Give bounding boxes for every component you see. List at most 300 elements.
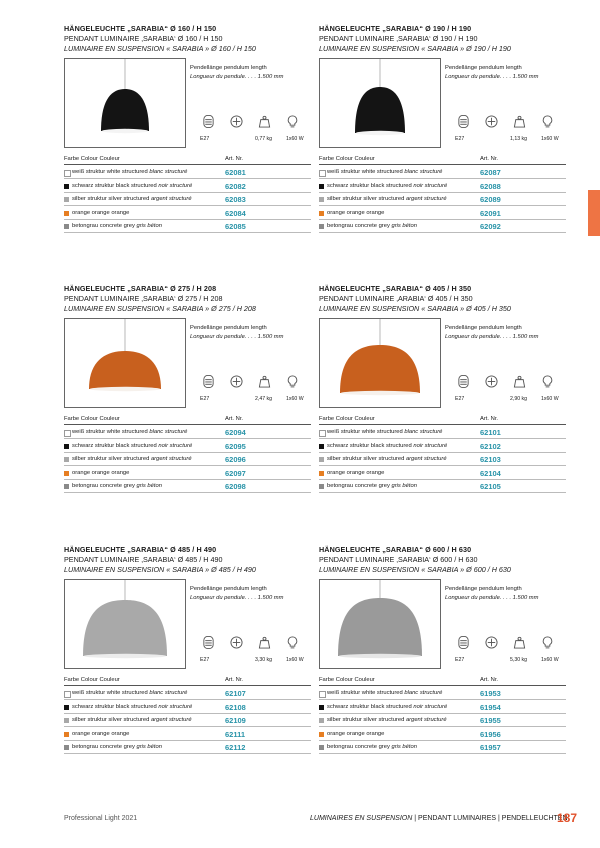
product-title-en: PENDANT LUMINAIRE ‚SARABIA‘ Ø 190 / H 190 (319, 34, 478, 43)
weight-value: 5,30 kg (510, 657, 528, 663)
colour-swatch (319, 184, 324, 189)
variant-row (64, 469, 311, 480)
article-number: 62098 (225, 482, 246, 491)
product-title-en: PENDANT LUMINAIRE ‚ARABIA‘ Ø 405 / H 350 (319, 294, 473, 303)
colour-swatch (319, 457, 324, 462)
colour-swatch (319, 444, 324, 449)
variant-label: silber struktur silver structured (72, 717, 150, 723)
spec-values (445, 657, 566, 665)
feature-icons (200, 375, 310, 389)
product-block (319, 545, 566, 752)
socket-type: E27 (455, 396, 465, 402)
variant-label: weiß struktur white structured (72, 429, 148, 435)
variant-name (72, 456, 192, 462)
footer-section (310, 815, 568, 822)
article-number: 62109 (225, 716, 246, 725)
variant-row (319, 716, 566, 727)
article-number: 62084 (225, 208, 246, 218)
variant-row (64, 689, 311, 700)
socket-type: E27 (200, 657, 210, 663)
variant-label: betongrau concrete grey (72, 483, 135, 489)
variant-label-fr: argent structuré (150, 456, 192, 462)
colour-swatch (64, 718, 69, 723)
variant-table-header (64, 156, 311, 165)
variant-label: silber struktur silver structured (72, 456, 150, 462)
variant-label: silber struktur silver structured (327, 717, 405, 723)
variant-name (327, 470, 384, 476)
art-number-column-header: Art. Nr. (480, 416, 499, 422)
variant-row (64, 182, 311, 193)
bulb-socket-icon (457, 375, 470, 388)
article-number: 62108 (225, 702, 246, 712)
product-title-fr: LUMINAIRE EN SUSPENSION « SARABIA » Ø 405 / H 350 (319, 304, 511, 313)
article-number: 62107 (225, 689, 246, 698)
variant-label: betongrau concrete grey (72, 223, 135, 229)
variant-label-fr: blanc structuré (404, 690, 443, 696)
product-title-de: HÄNGELEUCHTE „SARABIA“ Ø 600 / H 630 (319, 545, 472, 554)
lightbulb-icon (541, 636, 554, 649)
bulb-socket-icon (202, 115, 215, 128)
weight-value: 2,90 kg (510, 396, 528, 402)
article-number: 61957 (480, 743, 501, 752)
article-number: 62087 (480, 168, 501, 177)
article-number: 62101 (480, 428, 501, 437)
colour-swatch (64, 705, 69, 710)
colour-swatch (319, 170, 326, 177)
art-number-column-header: Art. Nr. (225, 677, 244, 683)
variant-row (319, 703, 566, 714)
variant-row (319, 222, 566, 233)
colour-swatch (64, 197, 69, 202)
variant-label: schwarz struktur black structured (72, 182, 157, 189)
spec-values (190, 136, 311, 144)
weight-icon (258, 375, 271, 388)
power-value: 1x60 W (541, 396, 559, 402)
variant-label: schwarz struktur black structured (327, 703, 412, 710)
variant-row (64, 195, 311, 206)
pendulum-label: Pendellänge pendulum length (190, 65, 267, 71)
lightbulb-icon (286, 115, 299, 128)
variant-label-fr: gris béton (136, 744, 162, 750)
variant-table-header (64, 677, 311, 686)
bulb-socket-icon (457, 115, 470, 128)
lightbulb-icon (286, 636, 299, 649)
protection-class-icon (230, 115, 243, 128)
variant-label: betongrau concrete grey (72, 744, 135, 750)
feature-icons (200, 115, 310, 129)
variant-name (72, 183, 192, 189)
power-value: 1x60 W (286, 136, 304, 142)
variant-row (319, 689, 566, 700)
variant-table-header (64, 416, 311, 425)
variant-label-fr: gris béton (391, 744, 417, 750)
article-number: 62091 (480, 208, 501, 218)
variant-name (327, 744, 417, 750)
variant-label-fr: noir structuré (158, 703, 193, 710)
article-number: 62097 (225, 468, 246, 478)
variant-name (72, 169, 187, 175)
protection-class-icon (485, 636, 498, 649)
variant-row (319, 182, 566, 193)
colour-column-header: Farbe Colour Couleur (64, 416, 120, 422)
socket-type: E27 (200, 136, 210, 142)
product-image (319, 318, 441, 408)
variant-name (72, 470, 129, 476)
product-title-de: HÄNGELEUCHTE „SARABIA“ Ø 275 / H 208 (64, 284, 217, 293)
variant-name (327, 456, 447, 462)
product-block (64, 545, 311, 752)
product-image (319, 58, 441, 148)
colour-column-header: Farbe Colour Couleur (64, 677, 120, 683)
product-image (64, 579, 186, 669)
variant-label-fr: noir structuré (413, 182, 448, 189)
variant-name (327, 429, 442, 435)
variant-label-fr: gris béton (136, 483, 162, 489)
colour-swatch (64, 691, 71, 698)
variant-row (319, 442, 566, 453)
variant-label-fr: noir structuré (413, 442, 448, 449)
variant-label-fr: gris béton (136, 223, 162, 229)
variant-name (327, 690, 442, 696)
art-number-column-header: Art. Nr. (480, 677, 499, 683)
variant-name (72, 443, 192, 449)
product-title-de: HÄNGELEUCHTE „SARABIA“ Ø 485 / H 490 (64, 545, 217, 554)
power-value: 1x60 W (541, 136, 559, 142)
protection-class-icon (485, 115, 498, 128)
product-title-en: PENDANT LUMINAIRE ‚SARABIA‘ Ø 275 / H 208 (64, 294, 223, 303)
feature-icons (455, 115, 565, 129)
variant-name (72, 690, 187, 696)
variant-name (327, 210, 384, 216)
colour-swatch (64, 732, 69, 737)
variant-label-fr: argent structuré (150, 717, 192, 723)
variant-name (72, 704, 192, 710)
variant-label-fr: argent structuré (150, 196, 192, 202)
weight-value: 1,13 kg (510, 136, 528, 142)
colour-column-header: Farbe Colour Couleur (319, 156, 375, 162)
variant-name (72, 744, 162, 750)
variant-label-fr: blanc structuré (404, 169, 443, 175)
weight-icon (258, 115, 271, 128)
pendant-lamp-illustration (320, 319, 440, 407)
section-tab (588, 190, 600, 236)
product-image (64, 318, 186, 408)
article-number: 62092 (480, 222, 501, 231)
variant-row (319, 195, 566, 206)
colour-swatch (319, 705, 324, 710)
product-image (319, 579, 441, 669)
weight-icon (513, 636, 526, 649)
variant-row (319, 743, 566, 754)
product-title-en: PENDANT LUMINAIRE ‚SARABIA‘ Ø 600 / H 630 (319, 555, 478, 564)
article-number: 62104 (480, 468, 501, 478)
pendulum-label: Pendellänge pendulum length (445, 586, 522, 592)
article-number: 62096 (225, 455, 246, 464)
variant-label: weiß struktur white structured (327, 169, 403, 175)
article-number: 62085 (225, 222, 246, 231)
product-block (64, 24, 311, 231)
article-number: 62094 (225, 428, 246, 437)
pendulum-label: Pendellänge pendulum length (190, 586, 267, 592)
variant-row (64, 743, 311, 754)
power-value: 1x60 W (286, 396, 304, 402)
colour-swatch (319, 745, 324, 750)
product-title-fr: LUMINAIRE EN SUSPENSION « SARABIA » Ø 275 / H 208 (64, 304, 256, 313)
variant-label-fr: gris béton (391, 483, 417, 489)
art-number-column-header: Art. Nr. (225, 156, 244, 162)
variant-label-fr: gris béton (391, 223, 417, 229)
protection-class-icon (230, 375, 243, 388)
feature-icons (455, 636, 565, 650)
pendant-lamp-illustration (320, 59, 440, 147)
pendulum-label-fr: Longueur du pendule. . . . 1.500 mm (190, 595, 284, 601)
variant-name (327, 704, 447, 710)
pendulum-label-fr: Longueur du pendule. . . . 1.500 mm (445, 595, 539, 601)
variant-label: betongrau concrete grey (327, 223, 390, 229)
socket-type: E27 (455, 136, 465, 142)
variant-row (64, 209, 311, 220)
product-title-fr: LUMINAIRE EN SUSPENSION « SARABIA » Ø 600 / H 630 (319, 565, 511, 574)
colour-swatch (319, 211, 324, 216)
article-number: 61954 (480, 702, 501, 712)
art-number-column-header: Art. Nr. (225, 416, 244, 422)
power-value: 1x60 W (286, 657, 304, 663)
weight-value: 3,30 kg (255, 657, 273, 663)
variant-name (72, 483, 162, 489)
spec-values (445, 396, 566, 404)
variant-label: silber struktur silver structured (327, 196, 405, 202)
pendulum-length (445, 64, 538, 82)
product-image (64, 58, 186, 148)
colour-column-header: Farbe Colour Couleur (64, 156, 120, 162)
colour-swatch (319, 484, 324, 489)
pendulum-length (445, 585, 538, 603)
spec-values (190, 396, 311, 404)
variant-label-fr: blanc structuré (404, 429, 443, 435)
product-block (319, 284, 566, 491)
pendant-lamp-illustration (65, 59, 185, 147)
colour-swatch (319, 224, 324, 229)
variant-label: betongrau concrete grey (327, 483, 390, 489)
variant-label-fr: blanc structuré (149, 429, 188, 435)
pendulum-label-fr: Longueur du pendule. . . . 1.500 mm (445, 334, 539, 340)
variant-label: weiß struktur white structured (72, 169, 148, 175)
variant-name (327, 483, 417, 489)
product-title-fr: LUMINAIRE EN SUSPENSION « SARABIA » Ø 190 / H 190 (319, 44, 511, 53)
weight-icon (513, 115, 526, 128)
article-number: 62103 (480, 455, 501, 464)
variant-row (319, 469, 566, 480)
spec-values (190, 657, 311, 665)
product-title-fr: LUMINAIRE EN SUSPENSION « SARABIA » Ø 485 / H 490 (64, 565, 256, 574)
variant-label-fr: blanc structuré (149, 169, 188, 175)
variant-row (64, 455, 311, 466)
variant-row (64, 428, 311, 439)
art-number-column-header: Art. Nr. (480, 156, 499, 162)
variant-label: weiß struktur white structured (72, 690, 148, 696)
article-number: 61953 (480, 689, 501, 698)
product-title-en: PENDANT LUMINAIRE ‚SARABIA‘ Ø 160 / H 150 (64, 34, 223, 43)
colour-swatch (64, 484, 69, 489)
variant-label: weiß struktur white structured (327, 429, 403, 435)
article-number: 62105 (480, 482, 501, 491)
variant-label-fr: argent structuré (405, 196, 447, 202)
product-title-de: HÄNGELEUCHTE „SARABIA“ Ø 405 / H 350 (319, 284, 472, 293)
variant-label: silber struktur silver structured (72, 196, 150, 202)
socket-type: E27 (200, 396, 210, 402)
variant-name (72, 429, 187, 435)
variant-label: orange orange orange (72, 469, 130, 476)
variant-table-header (319, 156, 566, 165)
colour-swatch (64, 184, 69, 189)
weight-icon (513, 375, 526, 388)
variant-name (327, 443, 447, 449)
article-number: 62083 (225, 195, 246, 204)
feature-icons (200, 636, 310, 650)
variant-row (319, 209, 566, 220)
variant-row (319, 455, 566, 466)
variant-row (64, 730, 311, 741)
colour-swatch (64, 471, 69, 476)
article-number: 62095 (225, 441, 246, 451)
colour-swatch (319, 430, 326, 437)
feature-icons (455, 375, 565, 389)
variant-row (319, 428, 566, 439)
bulb-socket-icon (202, 375, 215, 388)
pendant-lamp-illustration (320, 580, 440, 668)
pendulum-label-fr: Longueur du pendule. . . . 1.500 mm (190, 74, 284, 80)
variant-name (327, 223, 417, 229)
pendulum-label: Pendellänge pendulum length (445, 65, 522, 71)
variant-label-fr: noir structuré (413, 703, 448, 710)
variant-row (319, 730, 566, 741)
variant-label: orange orange orange (72, 209, 130, 216)
article-number: 62081 (225, 168, 246, 177)
footer-brand: Professional Light 2021 (64, 815, 138, 822)
variant-label: schwarz struktur black structured (72, 442, 157, 449)
article-number: 62088 (480, 181, 501, 191)
variant-row (64, 168, 311, 179)
variant-label: betongrau concrete grey (327, 744, 390, 750)
variant-label: schwarz struktur black structured (327, 182, 412, 189)
variant-row (319, 168, 566, 179)
page-number: 187 (557, 811, 578, 825)
variant-name (327, 731, 384, 737)
product-title-de: HÄNGELEUCHTE „SARABIA“ Ø 190 / H 190 (319, 24, 472, 33)
lightbulb-icon (541, 115, 554, 128)
variant-name (327, 717, 447, 723)
bulb-socket-icon (202, 636, 215, 649)
article-number: 62089 (480, 195, 501, 204)
colour-swatch (319, 197, 324, 202)
colour-swatch (64, 444, 69, 449)
variant-label: weiß struktur white structured (327, 690, 403, 696)
variant-label-fr: noir structuré (158, 442, 193, 449)
variant-name (327, 183, 447, 189)
colour-swatch (319, 718, 324, 723)
protection-class-icon (485, 375, 498, 388)
colour-swatch (64, 745, 69, 750)
variant-row (64, 716, 311, 727)
pendulum-length (190, 324, 283, 342)
variant-name (72, 210, 129, 216)
colour-swatch (319, 691, 326, 698)
variant-row (64, 703, 311, 714)
pendulum-label: Pendellänge pendulum length (190, 325, 267, 331)
pendulum-label-fr: Longueur du pendule. . . . 1.500 mm (445, 74, 539, 80)
colour-swatch (319, 471, 324, 476)
spec-values (445, 136, 566, 144)
weight-value: 2,47 kg (255, 396, 273, 402)
variant-label: silber struktur silver structured (327, 456, 405, 462)
article-number: 62112 (225, 743, 246, 752)
bulb-socket-icon (457, 636, 470, 649)
article-number: 62082 (225, 181, 246, 191)
variant-name (327, 196, 447, 202)
variant-label: orange orange orange (327, 469, 385, 476)
variant-name (72, 731, 129, 737)
article-number: 62102 (480, 441, 501, 451)
variant-name (72, 717, 192, 723)
article-number: 61956 (480, 729, 501, 739)
variant-name (72, 196, 192, 202)
pendulum-label-fr: Longueur du pendule. . . . 1.500 mm (190, 334, 284, 340)
pendulum-length (190, 585, 283, 603)
protection-class-icon (230, 636, 243, 649)
variant-label-fr: argent structuré (405, 456, 447, 462)
weight-value: 0,77 kg (255, 136, 273, 142)
variant-label: schwarz struktur black structured (327, 442, 412, 449)
colour-column-header: Farbe Colour Couleur (319, 677, 375, 683)
product-title-fr: LUMINAIRE EN SUSPENSION « SARABIA » Ø 160 / H 150 (64, 44, 256, 53)
pendant-lamp-illustration (65, 580, 185, 668)
variant-row (64, 442, 311, 453)
pendulum-label: Pendellänge pendulum length (445, 325, 522, 331)
variant-row (64, 222, 311, 233)
pendulum-length (445, 324, 538, 342)
power-value: 1x60 W (541, 657, 559, 663)
variant-row (319, 482, 566, 493)
colour-swatch (64, 457, 69, 462)
variant-label: orange orange orange (327, 209, 385, 216)
article-number: 61955 (480, 716, 501, 725)
variant-label: schwarz struktur black structured (72, 703, 157, 710)
product-block (319, 24, 566, 231)
product-block (64, 284, 311, 491)
variant-name (327, 169, 442, 175)
pendant-lamp-illustration (65, 319, 185, 407)
colour-swatch (64, 430, 71, 437)
colour-swatch (319, 732, 324, 737)
colour-swatch (64, 211, 69, 216)
variant-label: orange orange orange (327, 730, 385, 737)
variant-label-fr: noir structuré (158, 182, 193, 189)
product-title-en: PENDANT LUMINAIRE ‚SARABIA‘ Ø 485 / H 490 (64, 555, 223, 564)
variant-table-header (319, 416, 566, 425)
variant-label-fr: blanc structuré (149, 690, 188, 696)
footer-section-fr: LUMINAIRES EN SUSPENSION (310, 815, 413, 822)
colour-swatch (64, 170, 71, 177)
product-title-de: HÄNGELEUCHTE „SARABIA“ Ø 160 / H 150 (64, 24, 217, 33)
lightbulb-icon (286, 375, 299, 388)
variant-label-fr: argent structuré (405, 717, 447, 723)
variant-label: orange orange orange (72, 730, 130, 737)
weight-icon (258, 636, 271, 649)
colour-swatch (64, 224, 69, 229)
variant-row (64, 482, 311, 493)
pendulum-length (190, 64, 283, 82)
variant-name (72, 223, 162, 229)
